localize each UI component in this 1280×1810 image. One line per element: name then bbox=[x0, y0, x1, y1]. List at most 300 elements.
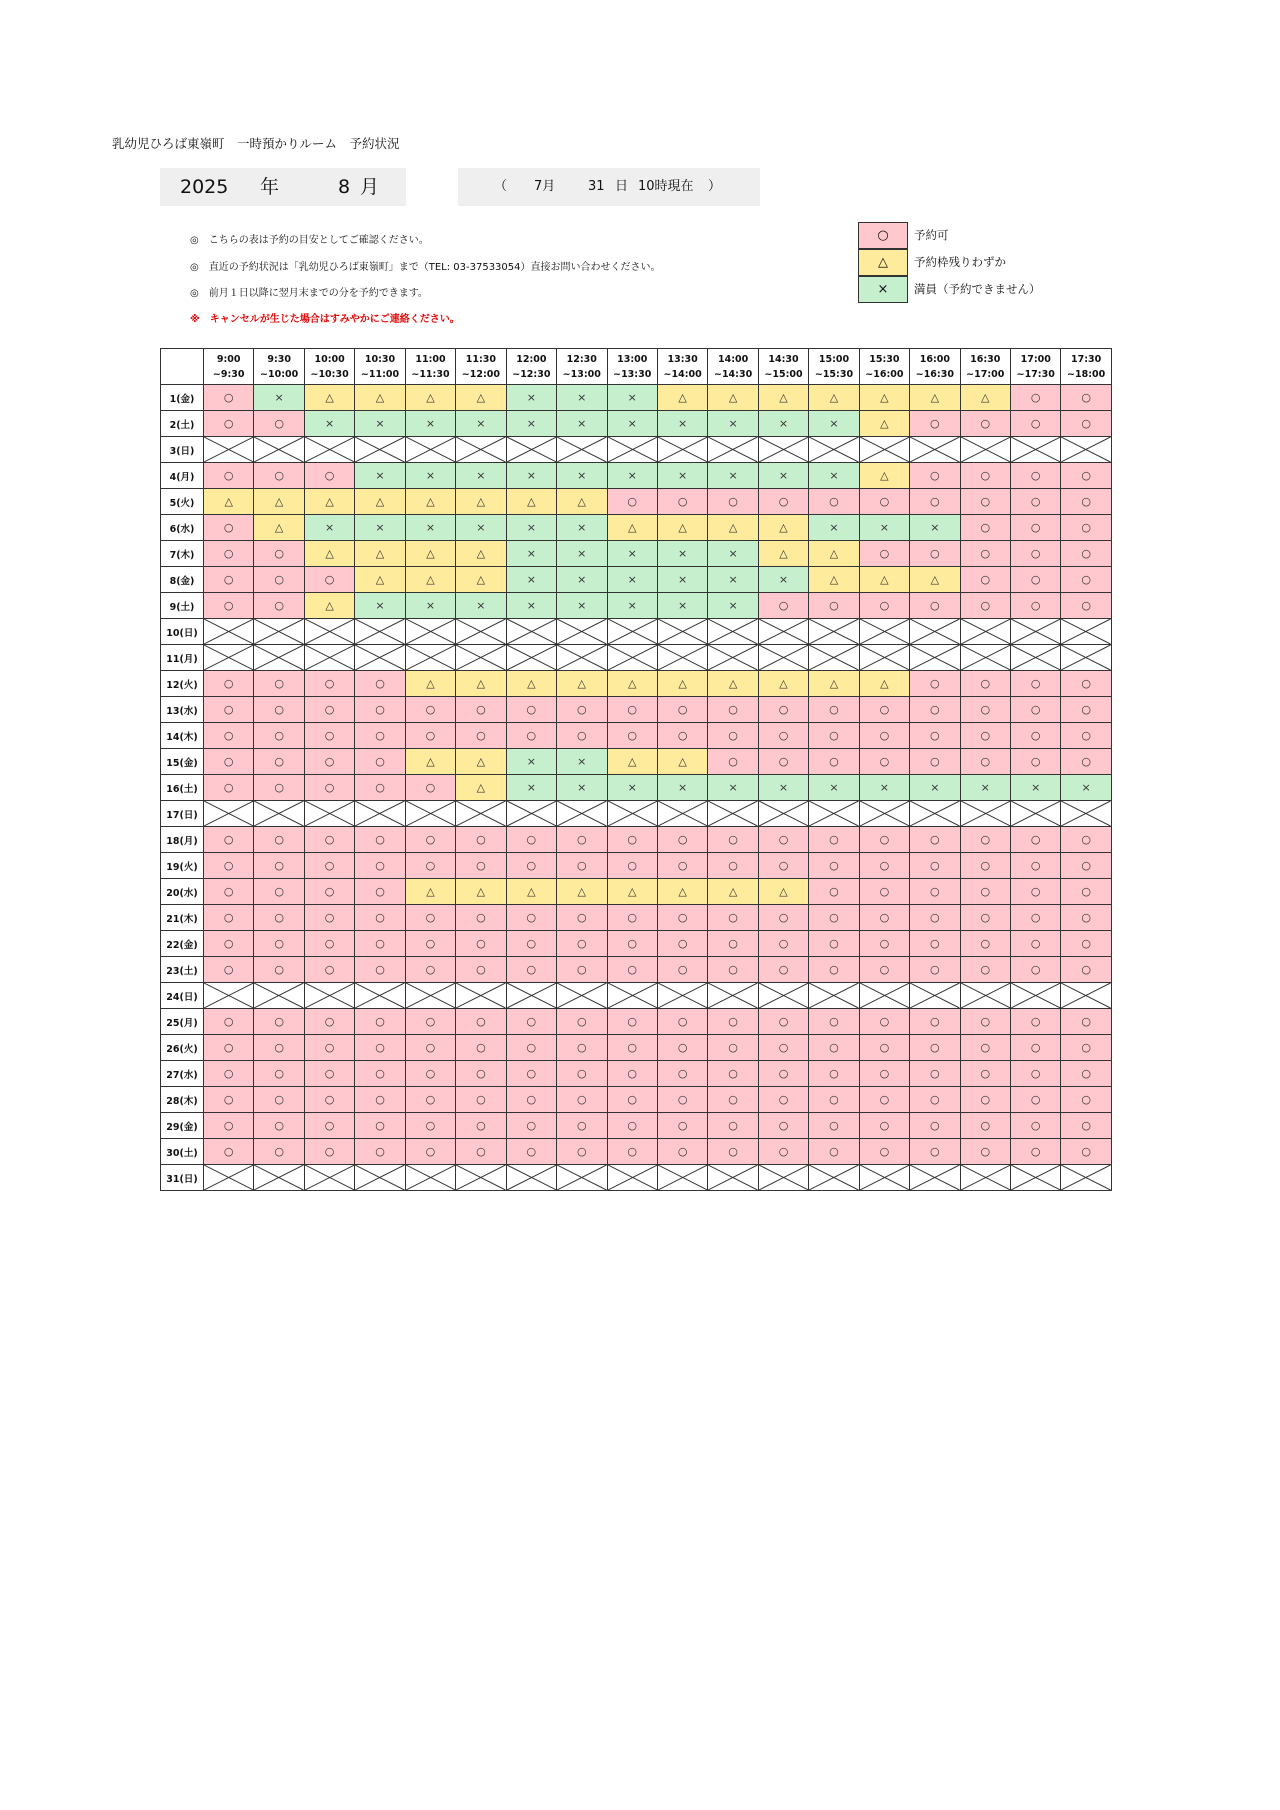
availability-cell: △ bbox=[355, 489, 405, 515]
year-month-box bbox=[160, 168, 406, 206]
availability-cell: ○ bbox=[1061, 1139, 1111, 1165]
availability-cell: ○ bbox=[607, 931, 657, 957]
availability-cell: ○ bbox=[910, 749, 960, 775]
availability-cell: ○ bbox=[657, 1009, 707, 1035]
availability-cell: ○ bbox=[708, 931, 758, 957]
availability-cell: ○ bbox=[304, 671, 354, 697]
availability-cell: ○ bbox=[910, 905, 960, 931]
table-row bbox=[161, 853, 1112, 879]
availability-cell: ○ bbox=[456, 853, 506, 879]
closed-cell bbox=[557, 1165, 607, 1191]
day-label: 13(水) bbox=[161, 697, 204, 723]
availability-cell: ○ bbox=[204, 671, 254, 697]
availability-cell: △ bbox=[355, 385, 405, 411]
availability-cell: × bbox=[657, 541, 707, 567]
closed-cell bbox=[557, 437, 607, 463]
closed-cross-mark bbox=[910, 983, 959, 1008]
availability-cell: ○ bbox=[355, 905, 405, 931]
note-2: ◎ 直近の予約状況は「乳幼児ひろば東嶺町」まで（TEL: 03-37533054）直接お問い合わせください。 bbox=[190, 262, 661, 273]
table-row bbox=[161, 411, 1112, 437]
availability-cell: ○ bbox=[910, 957, 960, 983]
availability-cell: ○ bbox=[809, 697, 859, 723]
time-slot-header bbox=[708, 349, 758, 385]
availability-cell: ○ bbox=[960, 1087, 1010, 1113]
closed-cell bbox=[405, 983, 455, 1009]
availability-cell: ○ bbox=[758, 1113, 808, 1139]
availability-cell: × bbox=[809, 775, 859, 801]
availability-cell: ○ bbox=[405, 1061, 455, 1087]
availability-cell: × bbox=[506, 593, 556, 619]
availability-cell: △ bbox=[758, 541, 808, 567]
availability-cell: ○ bbox=[405, 1139, 455, 1165]
availability-cell: △ bbox=[304, 541, 354, 567]
availability-cell: ○ bbox=[1011, 697, 1061, 723]
availability-cell: △ bbox=[657, 515, 707, 541]
availability-cell: △ bbox=[304, 593, 354, 619]
availability-cell: ○ bbox=[304, 853, 354, 879]
closed-cell bbox=[254, 437, 304, 463]
availability-cell: × bbox=[506, 515, 556, 541]
availability-cell: ○ bbox=[405, 1009, 455, 1035]
availability-cell: ○ bbox=[355, 827, 405, 853]
availability-cell: ○ bbox=[910, 827, 960, 853]
closed-cell bbox=[960, 619, 1010, 645]
availability-cell: △ bbox=[557, 489, 607, 515]
closed-cross-mark bbox=[406, 983, 455, 1008]
closed-cross-mark bbox=[708, 1165, 757, 1190]
availability-cell: × bbox=[708, 411, 758, 437]
closed-cell bbox=[809, 619, 859, 645]
closed-cell bbox=[607, 645, 657, 671]
availability-cell: ○ bbox=[506, 853, 556, 879]
availability-cell: ○ bbox=[456, 697, 506, 723]
as-of-time: 10時現在 bbox=[638, 179, 694, 194]
closed-cell bbox=[657, 645, 707, 671]
day-label: 8(金) bbox=[161, 567, 204, 593]
availability-cell: ○ bbox=[304, 1139, 354, 1165]
availability-cell: ○ bbox=[304, 931, 354, 957]
as-of-day-unit: 日 bbox=[615, 179, 629, 194]
closed-cell bbox=[910, 645, 960, 671]
availability-cell: △ bbox=[405, 385, 455, 411]
day-label: 30(土) bbox=[161, 1139, 204, 1165]
time-slot-start: 12:30 bbox=[566, 353, 597, 365]
day-label: 29(金) bbox=[161, 1113, 204, 1139]
availability-cell: △ bbox=[304, 385, 354, 411]
closed-cross-mark bbox=[1061, 1165, 1110, 1190]
closed-cell bbox=[758, 801, 808, 827]
availability-cell: ○ bbox=[355, 1087, 405, 1113]
availability-cell: ○ bbox=[607, 489, 657, 515]
availability-cell: ○ bbox=[204, 593, 254, 619]
day-label: 11(月) bbox=[161, 645, 204, 671]
availability-cell: ○ bbox=[708, 1139, 758, 1165]
availability-cell: ○ bbox=[254, 541, 304, 567]
closed-cell bbox=[506, 437, 556, 463]
table-row bbox=[161, 1113, 1112, 1139]
availability-cell: ○ bbox=[809, 749, 859, 775]
availability-cell: ○ bbox=[708, 1035, 758, 1061]
availability-cell: × bbox=[708, 567, 758, 593]
table-row bbox=[161, 437, 1112, 463]
availability-cell: × bbox=[809, 411, 859, 437]
availability-cell: ○ bbox=[758, 489, 808, 515]
availability-cell: ○ bbox=[758, 931, 808, 957]
availability-cell: ○ bbox=[405, 1035, 455, 1061]
closed-cell bbox=[557, 645, 607, 671]
availability-cell: × bbox=[708, 775, 758, 801]
time-slot-header bbox=[506, 349, 556, 385]
availability-cell: ○ bbox=[657, 931, 707, 957]
time-slot-header bbox=[1011, 349, 1061, 385]
closed-cross-mark bbox=[557, 645, 606, 670]
availability-cell: ○ bbox=[204, 515, 254, 541]
closed-cell bbox=[506, 1165, 556, 1191]
availability-cell: ○ bbox=[204, 1061, 254, 1087]
day-label: 18(月) bbox=[161, 827, 204, 853]
closed-cell bbox=[557, 619, 607, 645]
time-slot-header bbox=[405, 349, 455, 385]
day-label: 16(土) bbox=[161, 775, 204, 801]
availability-cell: ○ bbox=[960, 1139, 1010, 1165]
closed-cross-mark bbox=[658, 801, 707, 826]
availability-cell: × bbox=[607, 567, 657, 593]
availability-cell: × bbox=[304, 411, 354, 437]
availability-cell: ○ bbox=[708, 827, 758, 853]
availability-cell: ○ bbox=[859, 489, 909, 515]
availability-cell: △ bbox=[758, 515, 808, 541]
availability-cell: ○ bbox=[254, 879, 304, 905]
note-3: ◎ 前月１日以降に翌月末までの分を予約できます。 bbox=[190, 288, 428, 299]
availability-cell: ○ bbox=[254, 411, 304, 437]
availability-cell: × bbox=[758, 411, 808, 437]
closed-cross-mark bbox=[456, 645, 505, 670]
time-slot-header bbox=[254, 349, 304, 385]
availability-cell: ○ bbox=[809, 723, 859, 749]
availability-cell: ○ bbox=[456, 1087, 506, 1113]
availability-cell: × bbox=[557, 749, 607, 775]
availability-cell: ○ bbox=[1061, 1113, 1111, 1139]
availability-cell: ○ bbox=[204, 775, 254, 801]
availability-cell: ○ bbox=[960, 931, 1010, 957]
time-slot-header bbox=[355, 349, 405, 385]
availability-cell: △ bbox=[506, 879, 556, 905]
availability-cell: × bbox=[557, 775, 607, 801]
availability-cell: ○ bbox=[809, 593, 859, 619]
closed-cross-mark bbox=[406, 801, 455, 826]
availability-cell: × bbox=[506, 541, 556, 567]
availability-cell: △ bbox=[405, 671, 455, 697]
time-slot-end: ~14:00 bbox=[663, 368, 702, 380]
closed-cell bbox=[859, 645, 909, 671]
availability-cell: ○ bbox=[960, 541, 1010, 567]
closed-cell bbox=[557, 801, 607, 827]
availability-cell: ○ bbox=[304, 723, 354, 749]
availability-cell: × bbox=[607, 593, 657, 619]
availability-cell: ○ bbox=[254, 1087, 304, 1113]
time-slot-start: 10:30 bbox=[364, 353, 396, 365]
closed-cross-mark bbox=[355, 983, 404, 1008]
table-row bbox=[161, 723, 1112, 749]
availability-cell: ○ bbox=[758, 1009, 808, 1035]
closed-cell bbox=[204, 1165, 254, 1191]
time-slot-header bbox=[910, 349, 960, 385]
time-slot-start: 17:30 bbox=[1071, 353, 1102, 365]
closed-cross-mark bbox=[254, 1165, 303, 1190]
year-value: 2025 bbox=[180, 176, 229, 198]
availability-cell: ○ bbox=[506, 1061, 556, 1087]
availability-cell: △ bbox=[304, 489, 354, 515]
closed-cell bbox=[708, 645, 758, 671]
availability-cell: △ bbox=[456, 749, 506, 775]
page-title: 乳幼児ひろば東嶺町 一時預かりルーム 予約状況 bbox=[112, 136, 400, 151]
closed-cross-mark bbox=[355, 619, 404, 644]
availability-cell: ○ bbox=[910, 1113, 960, 1139]
availability-cell: × bbox=[557, 463, 607, 489]
availability-cell: × bbox=[809, 463, 859, 489]
availability-cell: ○ bbox=[557, 827, 607, 853]
table-row bbox=[161, 463, 1112, 489]
closed-cross-mark bbox=[557, 1165, 606, 1190]
as-of-month: 7月 bbox=[534, 179, 556, 194]
closed-cross-mark bbox=[557, 801, 606, 826]
availability-cell: ○ bbox=[809, 827, 859, 853]
availability-cell: ○ bbox=[1011, 515, 1061, 541]
availability-cell: ○ bbox=[204, 385, 254, 411]
availability-cell: ○ bbox=[859, 697, 909, 723]
availability-cell: ○ bbox=[960, 1009, 1010, 1035]
closed-cross-mark bbox=[809, 437, 858, 462]
closed-cell bbox=[204, 801, 254, 827]
availability-cell: △ bbox=[405, 749, 455, 775]
availability-cell: ○ bbox=[304, 749, 354, 775]
availability-cell: ○ bbox=[607, 1035, 657, 1061]
time-slot-start: 14:30 bbox=[768, 353, 799, 365]
availability-cell: ○ bbox=[1061, 749, 1111, 775]
availability-cell: ○ bbox=[506, 827, 556, 853]
availability-cell: ○ bbox=[1061, 905, 1111, 931]
availability-cell: △ bbox=[204, 489, 254, 515]
availability-cell: ○ bbox=[355, 1113, 405, 1139]
availability-cell: × bbox=[506, 775, 556, 801]
availability-cell: ○ bbox=[960, 905, 1010, 931]
day-label: 5(火) bbox=[161, 489, 204, 515]
availability-cell: × bbox=[557, 593, 607, 619]
closed-cross-mark bbox=[608, 645, 657, 670]
closed-cell bbox=[204, 437, 254, 463]
time-slot-header bbox=[1061, 349, 1111, 385]
availability-cell: × bbox=[859, 775, 909, 801]
availability-cell: ○ bbox=[859, 1061, 909, 1087]
closed-cell bbox=[456, 437, 506, 463]
time-slot-end: ~16:00 bbox=[865, 368, 904, 380]
day-label: 19(火) bbox=[161, 853, 204, 879]
closed-cell bbox=[708, 619, 758, 645]
availability-cell: × bbox=[657, 775, 707, 801]
year-unit: 年 bbox=[260, 176, 280, 198]
availability-cell: ○ bbox=[405, 853, 455, 879]
availability-cell: ○ bbox=[456, 1113, 506, 1139]
availability-cell: △ bbox=[708, 671, 758, 697]
availability-cell: ○ bbox=[960, 957, 1010, 983]
availability-cell: ○ bbox=[859, 1035, 909, 1061]
availability-cell: △ bbox=[607, 879, 657, 905]
availability-cell: △ bbox=[809, 567, 859, 593]
availability-cell: △ bbox=[405, 879, 455, 905]
table-row bbox=[161, 1061, 1112, 1087]
closed-cross-mark bbox=[1011, 619, 1060, 644]
closed-cell bbox=[809, 645, 859, 671]
availability-cell: ○ bbox=[809, 1113, 859, 1139]
availability-cell: ○ bbox=[960, 697, 1010, 723]
closed-cell bbox=[758, 645, 808, 671]
closed-cell bbox=[758, 619, 808, 645]
closed-cross-mark bbox=[305, 437, 354, 462]
availability-cell: ○ bbox=[657, 827, 707, 853]
time-slot-start: 14:00 bbox=[717, 353, 749, 365]
availability-cell: ○ bbox=[1011, 1087, 1061, 1113]
availability-cell: ○ bbox=[254, 749, 304, 775]
closed-cross-mark bbox=[961, 983, 1010, 1008]
day-label: 31(日) bbox=[161, 1165, 204, 1191]
availability-cell: ○ bbox=[809, 853, 859, 879]
closed-cross-mark bbox=[961, 437, 1010, 462]
availability-cell: ○ bbox=[254, 697, 304, 723]
time-slot-start: 16:30 bbox=[970, 353, 1001, 365]
time-slot-header-row bbox=[161, 349, 1112, 385]
closed-cell bbox=[809, 437, 859, 463]
availability-cell: ○ bbox=[355, 1061, 405, 1087]
time-slot-end: ~15:30 bbox=[814, 368, 854, 380]
time-slot-start: 9:30 bbox=[267, 353, 291, 365]
time-slot-end: ~11:30 bbox=[411, 368, 450, 380]
table-row bbox=[161, 593, 1112, 619]
availability-cell: ○ bbox=[557, 1061, 607, 1087]
availability-cell: ○ bbox=[456, 905, 506, 931]
closed-cross-mark bbox=[507, 983, 556, 1008]
time-slot-start: 9:00 bbox=[216, 353, 241, 365]
availability-cell: ○ bbox=[607, 957, 657, 983]
closed-cross-mark bbox=[608, 983, 657, 1008]
availability-cell: ○ bbox=[557, 931, 607, 957]
availability-cell: ○ bbox=[1061, 931, 1111, 957]
availability-cell: ○ bbox=[204, 1009, 254, 1035]
availability-cell: ○ bbox=[960, 463, 1010, 489]
availability-cell: △ bbox=[657, 749, 707, 775]
closed-cell bbox=[557, 983, 607, 1009]
closed-cell bbox=[456, 801, 506, 827]
availability-cell: ○ bbox=[708, 697, 758, 723]
availability-cell: ○ bbox=[859, 931, 909, 957]
availability-cell: ○ bbox=[708, 1113, 758, 1139]
table-row bbox=[161, 1035, 1112, 1061]
closed-cell bbox=[204, 619, 254, 645]
availability-cell: × bbox=[405, 515, 455, 541]
closed-cross-mark bbox=[355, 645, 404, 670]
availability-cell: ○ bbox=[204, 541, 254, 567]
time-slot-header bbox=[204, 349, 254, 385]
availability-cell: × bbox=[607, 775, 657, 801]
table-row bbox=[161, 515, 1112, 541]
closed-cell bbox=[607, 801, 657, 827]
availability-cell: ○ bbox=[607, 905, 657, 931]
closed-cross-mark bbox=[809, 619, 858, 644]
availability-cell: ○ bbox=[506, 931, 556, 957]
availability-cell: ○ bbox=[708, 957, 758, 983]
availability-cell: ○ bbox=[607, 697, 657, 723]
availability-cell: ○ bbox=[1011, 489, 1061, 515]
closed-cross-mark bbox=[809, 645, 858, 670]
closed-cell bbox=[1061, 437, 1111, 463]
closed-cross-mark bbox=[305, 1165, 354, 1190]
closed-cell bbox=[405, 1165, 455, 1191]
availability-cell: ○ bbox=[859, 853, 909, 879]
availability-cell: ○ bbox=[1011, 749, 1061, 775]
availability-cell: ○ bbox=[304, 957, 354, 983]
closed-cell bbox=[1011, 1165, 1061, 1191]
availability-cell: ○ bbox=[405, 723, 455, 749]
availability-cell: × bbox=[708, 541, 758, 567]
closed-cell bbox=[657, 619, 707, 645]
availability-cell: ○ bbox=[1011, 567, 1061, 593]
closed-cell bbox=[304, 619, 354, 645]
table-row bbox=[161, 775, 1112, 801]
availability-cell: △ bbox=[254, 515, 304, 541]
closed-cross-mark bbox=[961, 1165, 1010, 1190]
closed-cross-mark bbox=[809, 801, 858, 826]
availability-cell: × bbox=[506, 385, 556, 411]
closed-cross-mark bbox=[961, 619, 1010, 644]
availability-cell: ○ bbox=[254, 1009, 304, 1035]
availability-cell: ○ bbox=[910, 593, 960, 619]
availability-cell: ○ bbox=[758, 749, 808, 775]
closed-cross-mark bbox=[608, 437, 657, 462]
closed-cross-mark bbox=[507, 1165, 556, 1190]
closed-cell bbox=[204, 983, 254, 1009]
closed-cross-mark bbox=[1061, 983, 1110, 1008]
day-label: 23(土) bbox=[161, 957, 204, 983]
availability-cell: × bbox=[557, 411, 607, 437]
table-row bbox=[161, 671, 1112, 697]
reservation-table bbox=[160, 348, 1112, 1191]
table-row bbox=[161, 931, 1112, 957]
closed-cell bbox=[708, 801, 758, 827]
header-corner-cell bbox=[161, 349, 204, 385]
time-slot-start: 12:00 bbox=[516, 353, 547, 365]
day-label: 21(木) bbox=[161, 905, 204, 931]
availability-cell: △ bbox=[557, 671, 607, 697]
availability-cell: ○ bbox=[1061, 463, 1111, 489]
availability-cell: ○ bbox=[456, 723, 506, 749]
closed-cross-mark bbox=[608, 619, 657, 644]
availability-cell: ○ bbox=[204, 1087, 254, 1113]
time-slot-end: ~9:30 bbox=[212, 368, 245, 380]
closed-cross-mark bbox=[658, 437, 707, 462]
availability-cell: ○ bbox=[657, 723, 707, 749]
availability-cell: △ bbox=[607, 749, 657, 775]
availability-cell: ○ bbox=[1061, 541, 1111, 567]
availability-cell: ○ bbox=[456, 1035, 506, 1061]
legend-label-few-left: 予約枠残りわずか bbox=[914, 255, 1006, 269]
availability-cell: △ bbox=[254, 489, 304, 515]
closed-cell bbox=[304, 645, 354, 671]
closed-cell bbox=[1061, 645, 1111, 671]
closed-cross-mark bbox=[406, 619, 455, 644]
availability-cell: ○ bbox=[960, 827, 1010, 853]
closed-cross-mark bbox=[708, 983, 757, 1008]
availability-cell: ○ bbox=[910, 879, 960, 905]
closed-cross-mark bbox=[1061, 437, 1110, 462]
